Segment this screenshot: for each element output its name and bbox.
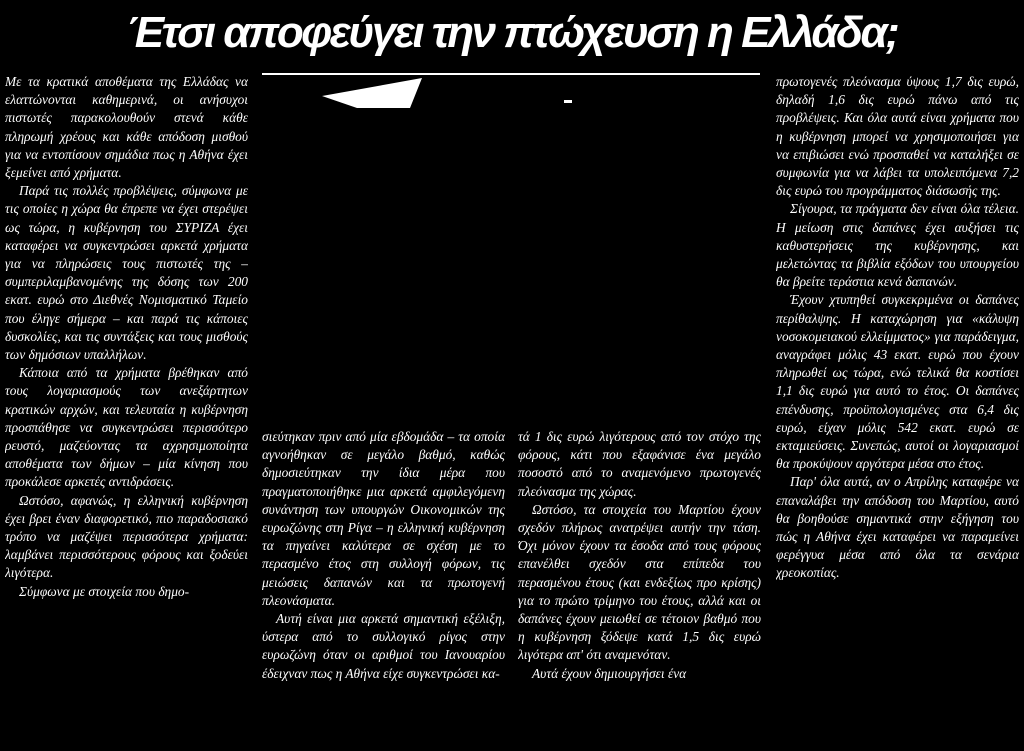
article-column-4: [776, 73, 1019, 751]
paragraph: πρωτογενές πλεόνασμα ύψους 1,7 δις ευρώ, δηλαδή 1,6 δις ευρώ πάνω από τις προβλέψεις. Και όλα αυτά είναι χρήματα που η κυβέρνηση μπορεί να χρησιμοποιήσει για να επιβιώσει ενώ προσπαθεί να καταλήξει σε συμφωνία για να λάβει τα υπολειπόμενα 7,2 δις ευρώ του προγράμματος διάσωσής της.: [776, 74, 1019, 199]
image-fragment-icon: [262, 78, 760, 198]
paragraph: Ωστόσο, τα στοιχεία του Μαρτίου έχουν σχεδόν πλήρως ανατρέψει αυτήν την τάση. Όχι μόνον έχουν τα έσοδα από τους φόρους επανέλθει σχεδόν στα επίπεδα του περασμένου έτους (και ενδεξίως προ κρίσης) για το πρώτο τρίμηνο του έτους, αλλά και οι δαπάνες έχουν μειωθεί σε τέτοιον βαθμό που η κυβέρνηση ξόδεψε κατά 1,5 δις ευρώ λιγότερα απ' ότι αναμενόταν.: [518, 501, 761, 663]
paragraph: τά 1 δις ευρώ λιγότερους από τον στόχο της φόρους, κάτι που εξαφάνισε ένα μεγάλο ποσοστό από το αναμενόμενο πρωτογενές πλεόνασμα της χώρας.: [518, 429, 761, 499]
paragraph: Κάποια από τα χρήματα βρέθηκαν από τους λογαριασμούς των ανεξάρτητων κρατικών αρχών, και τελευταία η κυβέρνηση προσπάθησε να συγκεντρώσει περισσότερο ρευστό, μαζεύοντας τα αχρησιμοποίητα αποθέματα των δήμων – μία κίνηση που προκάλεσε αρκετές αντιδράσεις.: [5, 365, 248, 490]
article-column-1: [5, 73, 248, 751]
image-top-rule: [262, 73, 760, 75]
paragraph: Με τα κρατικά αποθέματα της Ελλάδας να ελαττώνονται καθημερινά, οι ανήσυχοι πιστωτές παρακολουθούν στενά κάθε πληρωμή χρέους και κάθε απόδοση μισθού για να εντοπίσουν σημάδια πως η Αθήνα έχει ξεμείνει από χρήματα.: [5, 74, 248, 181]
paragraph: Ωστόσο, αφανώς, η ελληνική κυβέρνηση έχει βρει έναν διαφορετικό, πιο παραδοσιακό τρόπο να μαζέψει περισσότερα χρήματα: λαμβάνει περισσότερους φόρους και ξοδεύει λιγότερα.: [5, 492, 248, 581]
paragraph: Αυτή είναι μια αρκετά σημαντική εξέλιξη, ύστερα από το συλλογικό ρίγος στην ευρωζώνη όταν οι αριθμοί του Ιανουαρίου έδειχναν πως η Αθήνα είχε συγκεντρώσει κα-: [262, 611, 505, 681]
paragraph: Αυτά έχουν δημιουργήσει ένα: [532, 665, 687, 681]
paragraph: Έχουν χτυπηθεί συγκεκριμένα οι δαπάνες περίθαλψης. Η καταχώρηση για «κάλυψη νοσοκομειακού ελλείμματος» για παράδειγμα, αναγράφει μόλις 43 εκατ. ευρώ που έχουν πληρωθεί ως τώρα, ενώ τελικά θα κοστίσει 1,1 δις ευρώ για αυτό το έτος. Οι δαπάνες επένδυσης, προϋπολογισμένες στα 6,4 δις ευρώ, είχαν μόλις 542 εκατ. ευρώ σε εκταμιεύσεις. Συνεπώς, αυτοί οι λογαριασμοί θα προκύψουν αργότερα μέσα στο έτος.: [776, 292, 1019, 472]
article-column-3: [518, 428, 761, 751]
paragraph: Παρά τις πολλές προβλέψεις, σύμφωνα με τις οποίες η χώρα θα έπρεπε να έχει στερέψει ως τώρα, η κυβέρνηση του ΣΥΡΙΖΑ έχει καταφέρει να συγκεντρώσει αρκετά χρήματα για να πληρώσεις τους πιστωτές της – συμπεριλαμβανομένης της δόσης των 200 εκατ. ευρώ στο Διεθνές Νομισματικό Ταμείο που έληγε σήμερα – και παρά τις κάποιες δυσκολίες, και τις συντάξεις και τους μισθούς των δημόσιων υπαλλήλων.: [5, 183, 248, 363]
paragraph: σιεύτηκαν πριν από μία εβδομάδα – τα οποία αγνοήθηκαν σε μεγάλο βαθμό, καθώς δημοσιεύτηκαν την ίδια μέρα που πραγματοποιήθηκε μια αρκετά αμφιλεγόμενη συνάντηση των υπουργών Οικονομικών της ευρωζώνης στη Ρίγα – η ελληνική κυβέρνηση τα πηγαίνει καλύτερα σε σχέση με το περασμένο έτος στη συλλογή φόρων, τις μειώσεις δαπανών και τα πρωτογενή πλεονάσματα.: [262, 429, 505, 608]
paragraph: Σύμφωνα με στοιχεία που δημο-: [19, 583, 190, 599]
paragraph: Σίγουρα, τα πράγματα δεν είναι όλα τέλεια. Η μείωση στις δαπάνες έχει αυξήσει τις καθυστερήσεις της κυβέρνησης, και μελετώντας τα βιβλία εξόδων του υπουργείου θα βρείτε τεράστια κενά δαπανών.: [776, 201, 1019, 290]
headline: Έτσι αποφεύγει την πτώχευση η Ελλάδα;: [126, 8, 898, 57]
article-column-2: [262, 428, 505, 751]
paragraph: Παρ' όλα αυτά, αν ο Απρίλης καταφέρε να επαναλάβει την απόδοση του Μαρτίου, αυτό θα βοηθούσε σημαντικά στην εξήγηση του πώς η Αθήνα έχει καταφέρει να παραμείνει φερέγγυα μέσα από όλα τα σενάρια χρεοκοπίας.: [776, 474, 1019, 581]
image-mark: [564, 100, 572, 103]
article-image: [262, 78, 760, 418]
